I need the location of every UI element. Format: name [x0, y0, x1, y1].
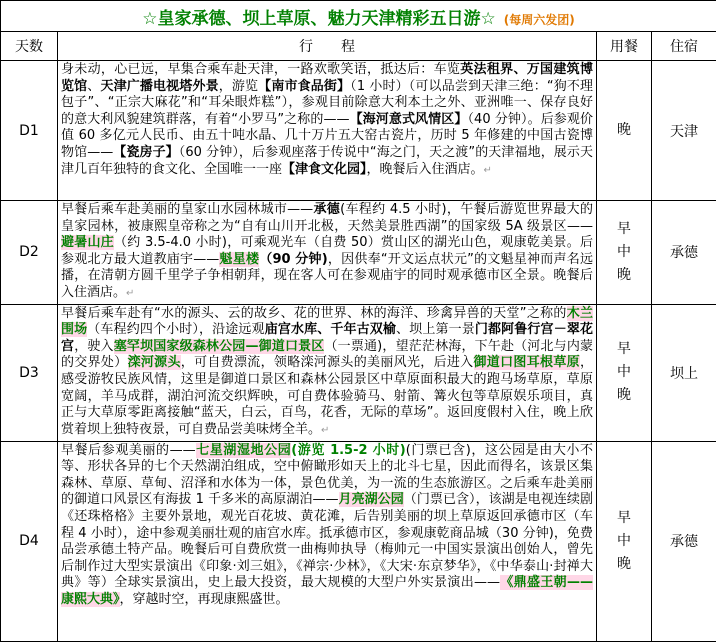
itinerary-segment: ↵: [126, 288, 134, 299]
attraction-highlight: 月亮湖公园: [339, 492, 404, 507]
attraction-highlight: 御道口图耳根草原: [474, 355, 580, 370]
day-label: D4: [1, 441, 58, 641]
meal-item: 中: [597, 530, 651, 553]
meals-cell: [597, 61, 652, 201]
itinerary-segment: (车程约 4.5 小时)，午餐后游览世界最大的皇家园林，被康熙皇帝称之为“自有山川开北极，天然美景胜西湖”的国家级 5A 级景区——: [61, 202, 593, 234]
itinerary-segment: 身未动，心已远，早集合乘车赴天津，一路欢歌笑语，抵达后：车览: [61, 62, 460, 77]
itinerary-segment: （60 分钟），后参观座落于传说中“海之门，天之渡”的天津福地，展示天津几百年独特的食文化、全国唯一一座: [61, 145, 593, 177]
meals-cell: [597, 441, 652, 641]
title-row: [1, 1, 716, 32]
itinerary-segment: 早餐后参观美丽的——: [61, 443, 196, 458]
stay-city: 坝上: [652, 304, 716, 441]
itinerary-segment: （1 小时）（可以品尝到天津三绝：“狗不理包子”、“正宗大麻花”和“耳朵眼炸糕”），参观目前除意大利本土之外、亚洲唯一、保存良好的意大利风貌建筑群落，有着“小罗马”之称的——: [61, 79, 593, 127]
itinerary-segment: ，游览: [219, 79, 258, 94]
header-stay: 住宿: [652, 32, 716, 61]
page-title: ☆皇家承德、坝上草原、魅力天津精彩五日游☆: [142, 9, 495, 29]
itinerary-segment: 、坝上第一景: [396, 322, 475, 337]
meal-item: 晚: [597, 384, 651, 407]
itinerary-segment: （门票已含），该湖是电视连续剧《还珠格格》主要外景地，观光百花坡、黄花滩，后告别美丽的坝上草原返回承德市区（车程 4 小时），途中参观美丽壮观的庙宫水库。抵承德市区，参观康乾商品城（30 分钟)，免费品尝承德土特产品。晚餐后可自费欣赏一曲梅帅执导（梅帅元一中国实景演出创始人，曾先后制作过大型实景演出《印象·刘三姐》，《禅宗·少林》，《大宋·东京梦华》，《中华泰山·封禅大典》等）全球实景演出，史上最大投资，最大规模的大型户外实景演出——: [61, 492, 593, 590]
itinerary-segment: ↵: [484, 165, 492, 176]
day-label: D1: [1, 61, 58, 201]
itinerary-segment: ，驶入: [74, 339, 114, 354]
meals-cell: [597, 304, 652, 441]
attraction-highlight: 【瓷房子】: [113, 145, 179, 160]
meal-item: 早: [597, 507, 651, 530]
day-row-4: [1, 441, 716, 641]
itinerary-segment: （车程约四个小时），沿途远观: [87, 322, 264, 337]
attraction-highlight: 魁星楼: [219, 252, 259, 267]
attraction-highlight: 英法租界、万国建筑博览馆: [61, 62, 593, 94]
meal-item: 早: [597, 338, 651, 361]
day-row-2: [1, 201, 716, 305]
attraction-highlight: 庙宫水库、千年古双榆: [265, 322, 396, 337]
stay-city: 承德: [652, 201, 716, 305]
itinerary-segment: 早餐后乘车赴美丽的皇家山水园林城市——: [61, 202, 313, 217]
itinerary-text: [58, 441, 597, 641]
itinerary-text: [58, 201, 597, 305]
itinerary-segment: ，晚餐后入住酒店。: [367, 162, 484, 177]
itinerary-segment: 早餐后乘车赴有“水的源头、云的故乡、花的世界、林的海洋、珍禽异兽的天堂”之称的: [61, 306, 567, 321]
meals-cell: [597, 201, 652, 305]
itinerary-segment: 、: [87, 79, 100, 94]
attraction-highlight: 塞罕坝国家级森林公园—御道口景区: [114, 339, 325, 354]
attraction-highlight: 承德: [313, 202, 340, 217]
itinerary-segment: （40 分钟）。后参观价值 60 多亿元人民币、由五十吨水晶、几十万片五大窑古瓷片，历时 5 年修建的中国古瓷博物馆——: [61, 112, 593, 160]
itinerary-segment: ，可自费漂流，领略滦河源头的美丽风光，后进入: [181, 355, 474, 370]
header-day: 天数: [1, 32, 58, 61]
attraction-highlight: 门都阿鲁行宫－翠花宫: [61, 322, 593, 354]
meal-item: 中: [597, 241, 651, 264]
header-meals: 用餐: [597, 32, 652, 61]
day-row-1: [1, 61, 716, 201]
itinerary-segment: (门票已含)，这公园是由大小不等、形状各异的七个天然湖泊组成，空中俯瞰形如天上的北斗七星，因此而得名，该景区集森林、草原、草甸、沼泽和水体为一体，景色优美，为一流的生态旅游区。之后乘车赴美丽的御道口风景区有海拔 1 千多米的高原湖泊——: [61, 443, 593, 508]
stay-city: 天津: [652, 61, 716, 201]
departure-note: (每周六发团): [504, 13, 575, 27]
attraction-highlight: 天津广播电视塔外景: [100, 79, 218, 94]
attraction-highlight: 滦河源头: [128, 355, 181, 370]
attraction-highlight: （90 分钟): [259, 252, 327, 267]
itinerary-segment: ↵: [321, 425, 329, 436]
meal-item: 早: [597, 218, 651, 241]
day-label: D2: [1, 201, 58, 305]
itinerary-segment: （一票通)，望茫茫林海，下午赴（河北与内蒙的交界处）: [61, 339, 593, 371]
attraction-highlight: 七星湖湿地公园: [196, 443, 292, 458]
itinerary-segment: ，因供奉“开文运点状元”的文魁星神而声名远播，在清朝方圆千里学子争相朝拜，现在客人可在参观庙宇的同时观承德市区全景。晚餐后入住酒店。: [61, 252, 593, 300]
meal-item: 晚: [597, 119, 651, 142]
itinerary-text: [58, 304, 597, 441]
itinerary-segment: ，穿越时空，再现康熙盛世。: [120, 592, 289, 607]
attraction-highlight: (游览 1.5-2 小时): [291, 443, 405, 458]
attraction-highlight: 【南市食品街】: [258, 79, 350, 94]
attraction-highlight: 【海河意式风情区】: [349, 112, 467, 127]
meal-item: 晚: [597, 264, 651, 287]
stay-city: 承德: [652, 441, 716, 641]
itinerary-segment: ，感受游牧民族风情，这里是御道口景区和森林公园景区中草原面积最大的跑马场草原，草原宽阔，羊马成群，湖泊河流交织辉映，可自费体验骑马、射箭、篝火包等草原娱乐项目，真正与大草原零距离接触“蓝天，白云，百鸟，花香，无际的草场”。返回度假村入住，晚上欣赏着坝上独特夜景，可自费品尝美味烤全羊。: [61, 355, 593, 436]
meal-item: 中: [597, 361, 651, 384]
itinerary-text: [58, 61, 597, 201]
header-itinerary: 行 程: [58, 32, 597, 61]
attraction-highlight: 避暑山庄: [61, 235, 114, 250]
attraction-highlight: 木兰围场: [61, 306, 593, 338]
day-row-3: [1, 304, 716, 441]
attraction-highlight: 【津食文化园】: [282, 162, 367, 177]
header-row: [1, 32, 716, 61]
meal-item: 晚: [597, 553, 651, 576]
attraction-highlight: 《鼎盛王朝——康熙大典》: [61, 575, 593, 607]
itinerary-segment: （约 3.5-4.0 小时)，可乘观光车（自费 50）赏山区的湖光山色，观康乾美景。后参观北方最大道教庙宇——: [61, 235, 593, 267]
day-label: D3: [1, 304, 58, 441]
